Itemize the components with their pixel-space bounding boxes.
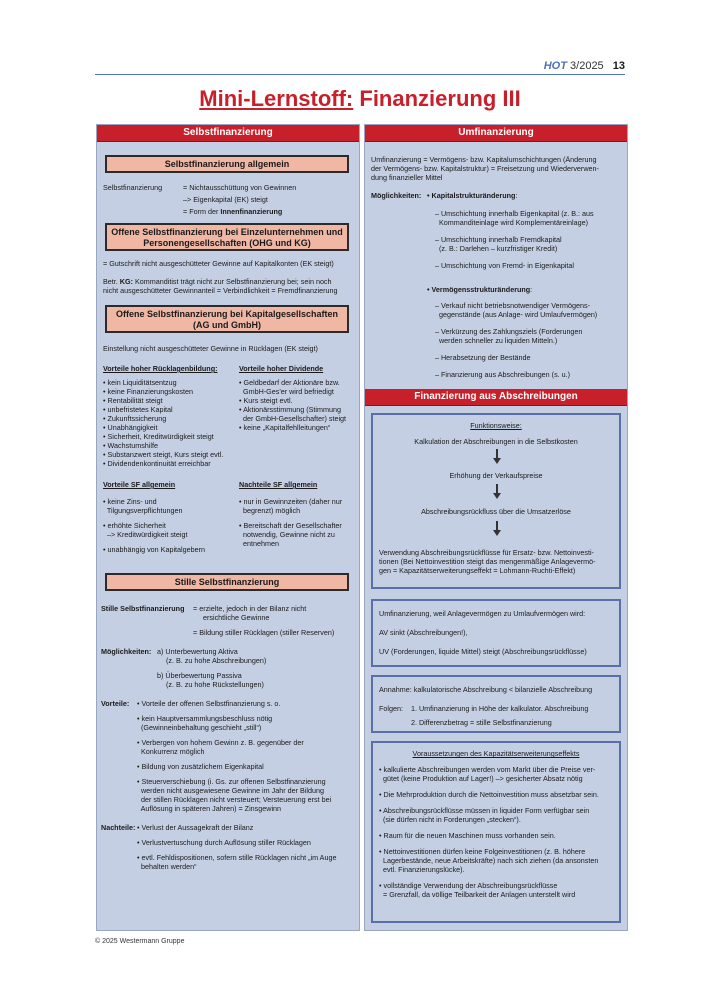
list-item: • Verlustvertuschung durch Auflösung stiller Rücklagen xyxy=(137,838,311,847)
issue-number: 3/2025 xyxy=(570,60,604,72)
still-def-1: = erzielte, jedoch in der Bilanz nicht xyxy=(193,604,307,613)
sf-def-2: –> Eigenkapital (EK) steigt xyxy=(183,195,268,204)
umfinanzierung-column xyxy=(364,124,628,931)
list-item: • Bereitschaft der Gesellschafter xyxy=(239,521,342,530)
list-item: • Kurs steigt evtl. xyxy=(239,396,293,405)
umfinanzierung-bar: Umfinanzierung xyxy=(365,125,627,142)
still-def-2: = Bildung stiller Rücklagen (stiller Reserven) xyxy=(193,628,335,637)
list-item: Konkurrenz möglich xyxy=(137,747,205,756)
list-item: • kalkulierte Abschreibungen werden vom Markt über die Preise ver- xyxy=(379,765,596,774)
funk-p-2: tionen (Bei Nettoinvestition steigt das mengenmäßige Anlagevermö- xyxy=(379,557,596,566)
list-item: – Finanzierung aus Abschreibungen (s. u.) xyxy=(435,370,571,379)
brand-logo: HOT xyxy=(543,60,567,72)
umf-intro-1: Umfinanzierung = Vermögens- bzw. Kapitalumschichtungen (Änderung xyxy=(371,155,597,164)
list-item: – Verkauf nicht betriebsnotwendiger Vermögens- xyxy=(435,301,591,310)
funktionsweise-title: Funktionsweise: xyxy=(470,421,522,430)
funk-p-1: Verwendung Abschreibungsrückflüsse für Ersatz- bzw. Nettoinvesti- xyxy=(379,548,594,557)
umf-intro-3: dung finanzieller Mittel xyxy=(371,173,443,182)
funktionsweise-box xyxy=(371,413,621,589)
still-mog-a2: (z. B. zu hohe Abschreibungen) xyxy=(166,656,267,665)
list-item: • keine Finanzierungskosten xyxy=(103,387,194,396)
list-item: gegenstände (aus Anlage- wird Umlaufvermögen) xyxy=(435,310,598,319)
still-def-1b: ersichtliche Gewinne xyxy=(203,613,270,622)
list-item: • Die Mehrproduktion durch die Nettoinvestition muss absetzbar sein. xyxy=(379,790,599,799)
copyright-footer: © 2025 Westermann Gruppe xyxy=(95,938,185,945)
offen-kg-heading: Offene Selbstfinanzierung bei Kapitalgesellschaften (AG und GmbH) xyxy=(105,305,349,333)
funk-step-2: Erhöhung der Verkaufspreise xyxy=(449,471,543,480)
box3-annahme: Annahme: kalkulatorische Abschreibung < bilanzielle Abschreibung xyxy=(379,685,593,694)
list-item: gütet (keine Produktion auf Lager!) –> gesicherter Absatz nötig xyxy=(379,774,583,783)
list-item: Lagerbestände, neue Arbeitskräfte) nach sich ziehen (da ansonsten xyxy=(379,856,599,865)
list-item: • erhöhte Sicherheit xyxy=(103,521,166,530)
umf-vsu: • Vermögensstrukturänderung: xyxy=(427,285,533,294)
funk-step-3: Abschreibungsrückfluss über die Umsatzerlöse xyxy=(421,507,571,516)
list-item: – Umschichtung innerhalb Eigenkapital (z. B.: aus xyxy=(435,209,594,218)
sf-def-3: = Form der Innenfinanzierung xyxy=(183,207,283,216)
list-item: • Verlust der Aussagekraft der Bilanz xyxy=(137,823,254,832)
list-item: • Aktionärsstimmung (Stimmung xyxy=(239,405,341,414)
list-item: Auflösung in späteren Jahren) = Zinsgewinn xyxy=(137,804,282,813)
list-item: • Wachstumshilfe xyxy=(103,441,158,450)
title-topic: Finanzierung III xyxy=(359,86,521,111)
list-item: • Substanzwert steigt, Kurs steigt evtl. xyxy=(103,450,224,459)
nachteile-sf-title: Nachteile SF allgemein xyxy=(239,480,318,489)
box3-folge-1: 1. Umfinanzierung in Höhe der kalkulator. Abschreibung xyxy=(411,704,589,713)
list-item: • Sicherheit, Kreditwürdigkeit steigt xyxy=(103,432,214,441)
list-item: (Gewinneinbehaltung geschieht „still“) xyxy=(137,723,262,732)
list-item: = Grenzfall, da völlige Teilbarkeit der Anlagen unterstellt wird xyxy=(379,890,576,899)
vorteile-ruecklagen-title: Vorteile hoher Rücklagenbildung: xyxy=(103,364,218,373)
list-item: – Umschichtung innerhalb Fremdkapital xyxy=(435,235,562,244)
voraussetzungen-box xyxy=(371,741,621,923)
umf-mog-label: Möglichkeiten: xyxy=(371,191,422,200)
box2-line-1: Umfinanzierung, weil Anlagevermögen zu Umlaufvermögen wird: xyxy=(379,609,586,618)
list-item: notwendig, Gewinne nicht zu xyxy=(239,530,335,539)
list-item: • vollständige Verwendung der Abschreibungsrückflüsse xyxy=(379,881,558,890)
list-item: der stillen Rücklagen nicht versteuert; Versteuerung erst bei xyxy=(137,795,332,804)
still-mog-b: b) Überbewertung Passiva xyxy=(157,671,242,680)
box2-line-3: UV (Forderungen, liquide Mittel) steigt (Abschreibungsrückflüsse) xyxy=(379,647,587,656)
offen-ez-p2: Betr. KG: Kommanditist trägt nicht zur Selbstfinanzierung bei; sein noch xyxy=(103,277,332,286)
list-item: • Raum für die neuen Maschinen muss vorhanden sein. xyxy=(379,831,556,840)
list-item: – Umschichtung von Fremd- in Eigenkapital xyxy=(435,261,575,270)
still-nachteile-label: Nachteile: xyxy=(101,823,136,832)
list-item: – Verkürzung des Zahlungsziels (Forderungen xyxy=(435,327,583,336)
sf-allgemein-heading: Selbstfinanzierung allgemein xyxy=(105,155,349,173)
list-item: –> Kreditwürdigkeit steigt xyxy=(103,530,188,539)
list-item: • nur in Gewinnzeiten (daher nur xyxy=(239,497,343,506)
list-item: • unabhängig von Kapitalgebern xyxy=(103,545,206,554)
list-item: werden nicht ausgewiesene Gewinne im Jahr der Bildung xyxy=(137,786,324,795)
list-item: • Geldbedarf der Aktionäre bzw. xyxy=(239,378,340,387)
box3-folgen-label: Folgen: xyxy=(379,704,403,713)
list-item: Tilgungsverpflichtungen xyxy=(103,506,183,515)
abschreibungen-bar: Finanzierung aus Abschreibungen xyxy=(365,389,627,406)
list-item: evtl. Finanzierungslücke). xyxy=(379,865,465,874)
still-term: Stille Selbstfinanzierung xyxy=(101,604,185,613)
umfinanzierung-av-box xyxy=(371,599,621,667)
sf-def-1: = Nichtausschüttung von Gewinnen xyxy=(183,183,297,192)
list-item: • kein Liquiditätsentzug xyxy=(103,378,177,387)
still-vorteile-label: Vorteile: xyxy=(101,699,130,708)
title-prefix: Mini-Lernstoff: xyxy=(199,86,354,111)
list-item: • Bildung von zusätzlichem Eigenkapital xyxy=(137,762,264,771)
list-item: GmbH-Ges'er wird befriedigt xyxy=(239,387,334,396)
list-item: (z. B.: Darlehen – kurzfristiger Kredit) xyxy=(435,244,558,253)
vorteile-sf-title: Vorteile SF allgemein xyxy=(103,480,176,489)
list-item: – Herabsetzung der Bestände xyxy=(435,353,531,362)
list-item: • evtl. Fehldispositionen, sofern stille Rücklagen nicht „im Auge xyxy=(137,853,337,862)
funk-step-1: Kalkulation der Abschreibungen in die Selbstkosten xyxy=(414,437,578,446)
still-heading: Stille Selbstfinanzierung xyxy=(105,573,349,591)
list-item: • unbefristetes Kapital xyxy=(103,405,173,414)
list-item: • kein Hauptversammlungsbeschluss nötig xyxy=(137,714,273,723)
box2-line-2: AV sinkt (Abschreibungen!), xyxy=(379,628,468,637)
list-item: • Steuerverschiebung (i. Gs. zur offenen Selbstfinanzierung xyxy=(137,777,326,786)
list-item: • Zukunftssicherung xyxy=(103,414,167,423)
selbstfinanzierung-column xyxy=(96,124,360,931)
offen-ez-p2b: nicht ausgeschütteter Gewinnanteil = Verbindlichkeit = Fremdfinanzierung xyxy=(103,286,338,295)
list-item: • Vorteile der offenen Selbstfinanzierung s. o. xyxy=(137,699,281,708)
page-title xyxy=(0,86,720,112)
vorteile-dividende-title: Vorteile hoher Dividende xyxy=(239,364,324,373)
list-item: der GmbH-Gesellschafter) steigt xyxy=(239,414,347,423)
list-item: behalten werden“ xyxy=(137,862,197,871)
still-mog-b2: (z. B. zu hohe Rückstellungen) xyxy=(166,680,264,689)
list-item: • Abschreibungsrückflüsse müssen in liquider Form verfügbar sein xyxy=(379,806,590,815)
annahme-box xyxy=(371,675,621,733)
list-item: Kommanditeinlage wird Komplementäreinlage) xyxy=(435,218,589,227)
list-item: (sie dürfen nicht in Forderungen „stecken“). xyxy=(379,815,521,824)
offen-ez-p1: = Gutschrift nicht ausgeschütteter Gewinne auf Kapitalkonten (EK steigt) xyxy=(103,259,334,268)
umf-intro-2: der Vermögens- bzw. Kapitalstruktur) = Freisetzung und Wiederverwen- xyxy=(371,164,599,173)
list-item: begrenzt) möglich xyxy=(239,506,301,515)
offen-kg-p1: Einstellung nicht ausgeschütteter Gewinne in Rücklagen (EK steigt) xyxy=(103,344,318,353)
still-mog-label: Möglichkeiten: xyxy=(101,647,152,656)
still-mog-a: a) Unterbewertung Aktiva xyxy=(157,647,238,656)
list-item: werden schneller zu liquiden Mitteln.) xyxy=(435,336,558,345)
list-item: • keine Zins- und xyxy=(103,497,157,506)
list-item: • Unabhängigkeit xyxy=(103,423,158,432)
sf-term: Selbstfinanzierung xyxy=(103,183,163,192)
list-item: entnehmen xyxy=(239,539,279,548)
offen-ez-heading: Offene Selbstfinanzierung bei Einzelunternehmen und Personengesellschaften (OHG und KG) xyxy=(105,223,349,251)
selbstfinanzierung-bar: Selbstfinanzierung xyxy=(97,125,359,142)
page-number: 13 xyxy=(612,60,625,72)
umf-ksu: • Kapitalstrukturänderung: xyxy=(427,191,518,200)
list-item: • Verbergen von hohem Gewinn z. B. gegenüber der xyxy=(137,738,304,747)
list-item: • keine „Kapitalfehlleitungen“ xyxy=(239,423,331,432)
header-rule xyxy=(95,74,625,75)
list-item: • Nettoinvestitionen dürfen keine Folgeinvestitionen (z. B. höhere xyxy=(379,847,586,856)
box3-folge-2: 2. Differenzbetrag = stille Selbstfinanzierung xyxy=(411,718,552,727)
voraussetzungen-title: Voraussetzungen des Kapazitätserweiterungseffekts xyxy=(412,749,580,758)
list-item: • Dividendenkontinuität erreichbar xyxy=(103,459,211,468)
funk-p-3: gen = Kapazitätserweiterungseffekt = Lohmann-Ruchti-Effekt) xyxy=(379,566,576,575)
list-item: • Rentabilität steigt xyxy=(103,396,163,405)
